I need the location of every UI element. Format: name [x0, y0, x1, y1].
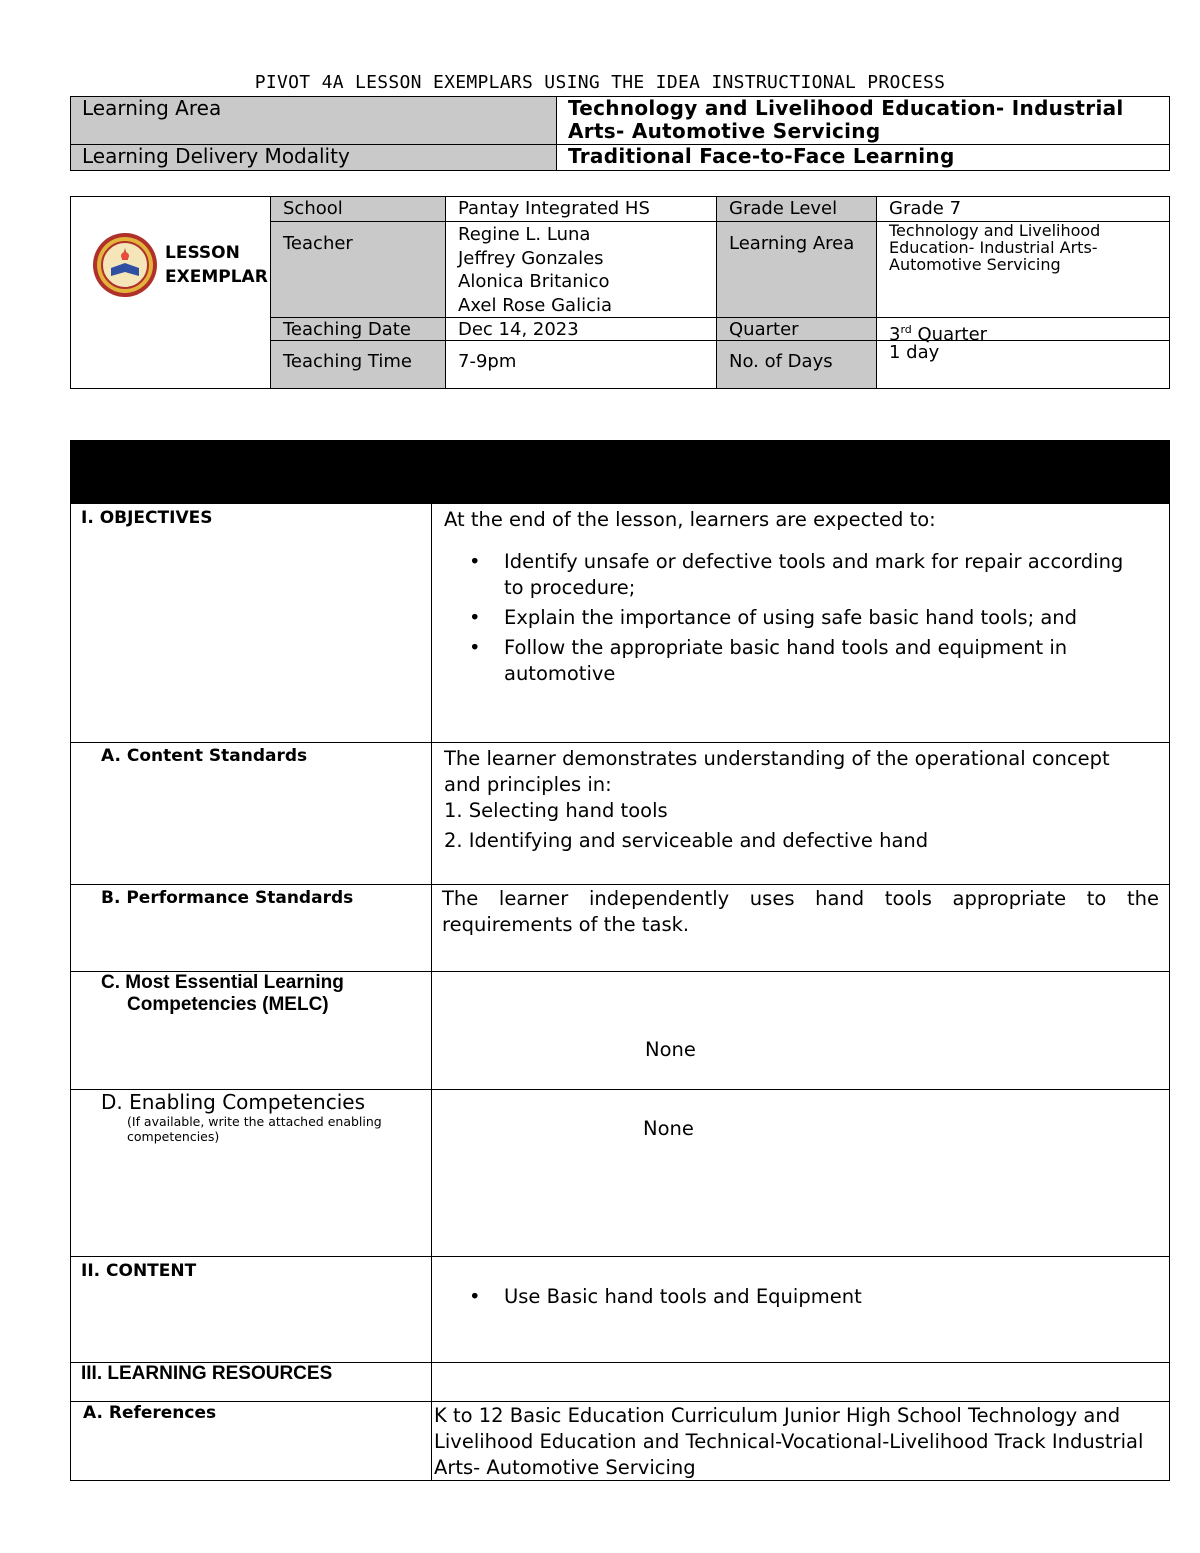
- header-modality-value-cell: [556, 144, 1170, 171]
- teaching-time-label-text: Teaching Time: [283, 351, 412, 372]
- content-label-cell: [70, 1256, 432, 1363]
- header-learning-area-value-cell: [556, 96, 1170, 145]
- badge-line-2: EXEMPLAR: [165, 267, 268, 287]
- content-standards-line: The learner demonstrates understanding of the operational concept and principles in:: [444, 747, 1110, 796]
- objectives-cell: [431, 503, 1170, 743]
- performance-standards-label: B. Performance Standards: [101, 888, 354, 908]
- melc-label-line-2: Competencies (MELC): [127, 994, 329, 1015]
- content-standards-label: A. Content Standards: [101, 746, 308, 766]
- header-learning-area-label: Learning Area: [82, 96, 222, 120]
- header-modality-value: Traditional Face-to-Face Learning: [568, 144, 955, 168]
- content-list: [444, 1284, 1157, 1310]
- header-modality-label-cell: [70, 144, 557, 171]
- header-learning-area-label-cell: [70, 96, 557, 145]
- melc-value: None: [645, 1038, 696, 1061]
- references-label-cell: [70, 1401, 432, 1481]
- list-item: • Follow the appropriate basic hand tools and equipment in automotive: [444, 635, 1137, 687]
- content-standards-label-cell: [70, 742, 432, 885]
- enabling-label: D. Enabling Competencies: [101, 1090, 366, 1114]
- melc-label-cell: [70, 971, 432, 1090]
- days-value: 1 day: [876, 340, 1170, 389]
- performance-standards-text: The learner independently uses hand tools appropriate to the requirements of the task.: [442, 887, 1159, 936]
- enabling-note: (If available, write the attached enabling competencies): [127, 1114, 382, 1144]
- references-cell: [431, 1401, 1170, 1481]
- teaching-date-value: Dec 14, 2023: [445, 317, 717, 341]
- badge-line-1: LESSON: [165, 243, 240, 263]
- header-learning-area-value: Technology and Livelihood Education- Industrial Arts- Automotive Servicing: [568, 96, 1124, 143]
- document-title: PIVOT 4A LESSON EXEMPLARS USING THE IDEA INSTRUCTIONAL PROCESS: [254, 72, 946, 93]
- quarter-label: Quarter: [716, 317, 877, 341]
- content-cell: [431, 1256, 1170, 1363]
- teaching-date-label: Teaching Date: [270, 317, 446, 341]
- performance-standards-label-cell: [70, 884, 432, 972]
- quarter-number: 3: [889, 324, 901, 345]
- grade-level-label: Grade Level: [716, 196, 877, 222]
- learning-area-value: Technology and Livelihood Education- Industrial Arts- Automotive Servicing: [876, 221, 1170, 318]
- objectives-list: [444, 549, 1157, 687]
- teacher-list: [445, 221, 717, 318]
- references-label: A. References: [83, 1403, 217, 1423]
- teacher-name: Axel Rose Galicia: [458, 294, 613, 316]
- learning-area-label-text: Learning Area: [729, 233, 855, 254]
- enabling-cell: [431, 1089, 1170, 1257]
- header-modality-label: Learning Delivery Modality: [82, 144, 350, 168]
- days-label: [716, 340, 877, 389]
- learning-resources-label-cell: [70, 1362, 432, 1402]
- deped-seal-icon: [92, 232, 158, 298]
- teacher-label-text: Teacher: [283, 233, 353, 254]
- teaching-time-value: [445, 340, 717, 389]
- objectives-label: I. OBJECTIVES: [81, 508, 213, 528]
- school-label: School: [270, 196, 446, 222]
- melc-label-line-1: C. Most Essential Learning: [101, 972, 344, 993]
- teaching-time-label: [270, 340, 446, 389]
- content-standards-line: 2. Identifying and serviceable and defective hand: [444, 829, 929, 852]
- grade-level-value: Grade 7: [876, 196, 1170, 222]
- teacher-label: [270, 221, 446, 318]
- list-item: • Explain the importance of using safe basic hand tools; and: [444, 605, 1137, 631]
- main-table-header-right: [431, 440, 1170, 504]
- quarter-word: Quarter: [917, 324, 988, 345]
- quarter-suffix: rd: [900, 323, 912, 336]
- content-label: II. CONTENT: [81, 1261, 197, 1281]
- list-item: • Use Basic hand tools and Equipment: [444, 1284, 1157, 1310]
- performance-standards-cell: [431, 884, 1170, 972]
- school-value: Pantay Integrated HS: [445, 196, 717, 222]
- main-table-header-left: [70, 440, 432, 504]
- teacher-name: Alonica Britanico: [458, 271, 610, 292]
- teacher-name: Regine L. Luna: [458, 224, 591, 245]
- learning-resources-label: III. LEARNING RESOURCES: [81, 1363, 333, 1384]
- lesson-exemplar-badge-cell: [70, 196, 271, 389]
- content-standards-line: 1. Selecting hand tools: [444, 799, 668, 822]
- melc-cell: [431, 971, 1170, 1090]
- days-label-text: No. of Days: [729, 351, 833, 372]
- objectives-label-cell: [70, 503, 432, 743]
- objectives-intro: At the end of the lesson, learners are expected to:: [444, 508, 936, 531]
- learning-resources-value-cell: [431, 1362, 1170, 1402]
- content-standards-cell: [431, 742, 1170, 885]
- references-text: K to 12 Basic Education Curriculum Junior High School Technology and Livelihood Education and Technical-Vocational-Livelihood Track Industrial Arts- Automotive Servicing: [434, 1404, 1144, 1479]
- enabling-value: None: [643, 1117, 694, 1140]
- quarter-value: [876, 317, 1170, 345]
- list-item: • Identify unsafe or defective tools and mark for repair according to procedure;: [444, 549, 1137, 601]
- enabling-label-cell: [70, 1089, 432, 1257]
- learning-area-label: [716, 221, 877, 318]
- teacher-name: Jeffrey Gonzales: [458, 247, 604, 269]
- teaching-time-value-text: 7-9pm: [458, 351, 517, 372]
